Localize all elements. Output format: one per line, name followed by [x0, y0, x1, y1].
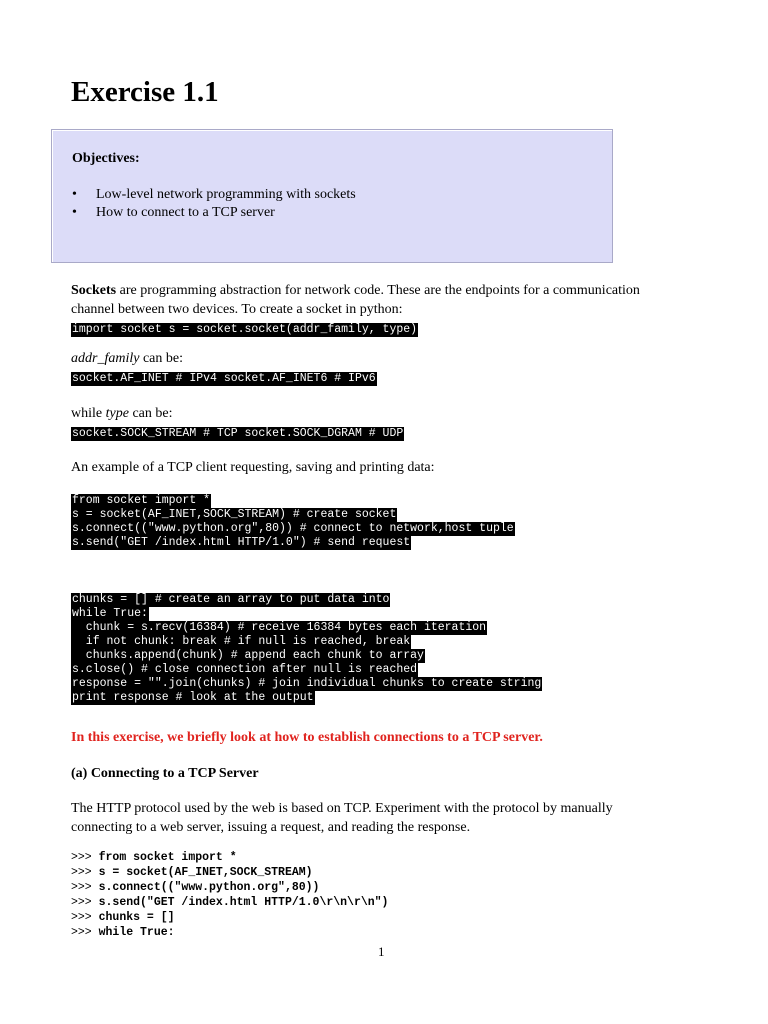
repl-line: s.send("GET /index.html HTTP/1.0\r\n\r\n") [98, 895, 389, 909]
repl-prompt: >>> [71, 925, 99, 939]
addr-family-text: can be: [139, 351, 183, 366]
type-paragraph [71, 404, 721, 442]
type-prefix: while [71, 406, 106, 421]
type-term: type [105, 406, 129, 421]
repl-prompt: >>> [71, 851, 99, 864]
repl-prompt: >>> [71, 895, 99, 909]
repl-line: from socket import * [98, 851, 237, 864]
code-line: while True: [72, 607, 148, 620]
objective-item: • Low-level network programming with sockets [72, 186, 356, 204]
code-line: from socket import * [72, 494, 211, 507]
code-line: s.close() # close connection after null is reached [72, 663, 418, 676]
section-a-heading: (a) Connecting to a TCP Server [71, 766, 259, 781]
objectives-box [51, 129, 613, 263]
section-a-text-1: The HTTP protocol used by the web is based on TCP. Experiment with the protocol by manually [71, 801, 613, 816]
repl-line: while True: [98, 925, 175, 939]
create-socket-code: import socket s = socket.socket(addr_family, type) [72, 323, 418, 336]
code-line: print response # look at the output [72, 691, 314, 704]
repl-prompt: >>> [71, 865, 99, 879]
repl-line: s = socket(AF_INET,SOCK_STREAM) [98, 865, 313, 879]
repl-line: s.connect(("www.python.org",80)) [98, 880, 320, 894]
intro-text-1: are programming abstraction for network code. These are the endpoints for a communication [116, 283, 640, 298]
type-code: socket.SOCK_STREAM # TCP socket.SOCK_DGRAM # UDP [72, 427, 404, 440]
code-line: chunks = [] # create an array to put data into [72, 593, 390, 606]
code-line: chunk = s.recv(16384) # receive 16384 bytes each iteration [72, 621, 487, 634]
example-intro: An example of a TCP client requesting, saving and printing data: [71, 460, 435, 475]
exercise-note: In this exercise, we briefly look at how to establish connections to a TCP server. [71, 730, 543, 745]
repl-line: chunks = [] [98, 910, 175, 924]
example-code-block-1 [71, 494, 515, 550]
code-line: s = socket(AF_INET,SOCK_STREAM) # create socket [72, 508, 397, 521]
section-a-paragraph [71, 799, 721, 837]
intro-text-2: channel between two devices. To create a socket in python: [71, 302, 403, 317]
code-line: s.send("GET /index.html HTTP/1.0") # send request [72, 536, 411, 549]
addr-family-paragraph [71, 349, 721, 387]
addr-family-term: addr_family [71, 351, 140, 366]
objectives-heading: Objectives: [72, 151, 140, 166]
objectives-list [72, 186, 356, 222]
page-number: 1 [378, 944, 385, 959]
code-line: chunks.append(chunk) # append each chunk to array [72, 649, 424, 662]
python-repl-block [71, 851, 388, 940]
type-text: can be: [128, 406, 173, 421]
code-line: response = "".join(chunks) # join individual chunks to create string [72, 677, 542, 690]
addr-family-code: socket.AF_INET # IPv4 socket.AF_INET6 # IPv6 [72, 372, 376, 385]
section-a-text-2: connecting to a web server, issuing a request, and reading the response. [71, 820, 471, 835]
code-line: if not chunk: break # if null is reached, break [72, 635, 411, 648]
code-line: s.connect(("www.python.org",80)) # connect to network,host tuple [72, 522, 514, 535]
objective-item: • How to connect to a TCP server [72, 204, 356, 222]
example-code-block-2 [71, 593, 542, 705]
repl-prompt: >>> [71, 880, 99, 894]
intro-paragraph [71, 281, 721, 338]
page-title: Exercise 1.1 [71, 76, 219, 108]
repl-prompt: >>> [71, 910, 99, 924]
sockets-term: Sockets [71, 283, 117, 298]
